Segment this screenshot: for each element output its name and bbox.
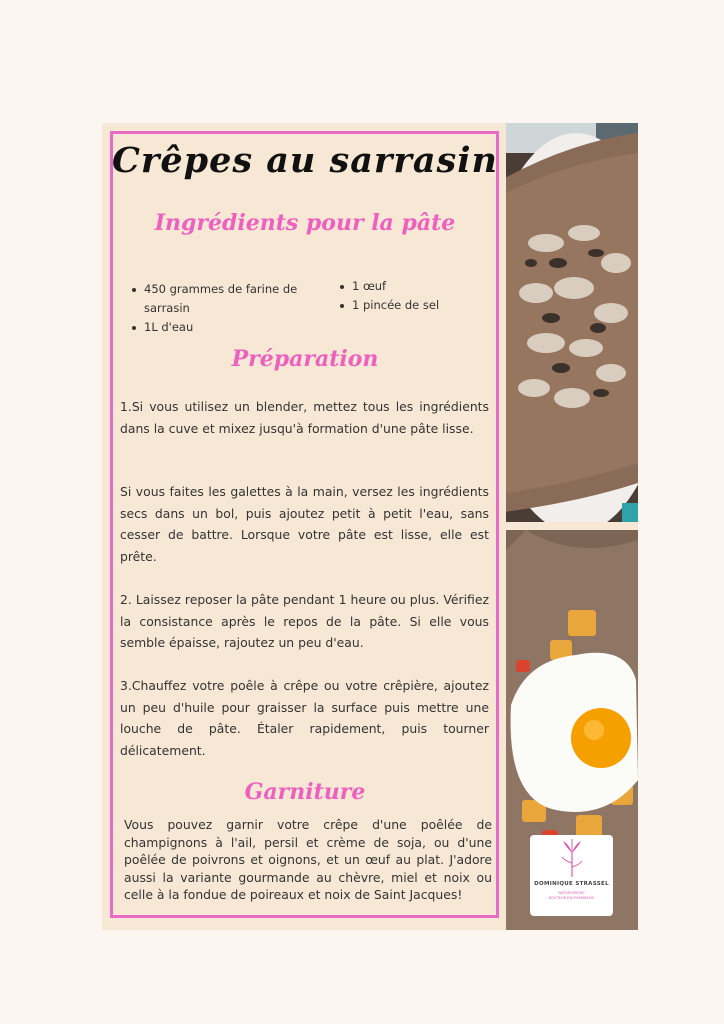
list-item: 1 pincée de sel [338,296,478,315]
list-item: 1 œuf [338,277,478,296]
mushroom-crepe-image [506,123,638,522]
preparation-step: 2. Laissez reposer la pâte pendant 1 heure ou plus. Vérifiez la consistance après le repos de la pâte. Si elle vous semble épaisse, rajoutez un peu d'eau. [120,592,489,650]
preparation-step: 3.Chauffez votre poêle à crêpe ou votre crêpière, ajoutez un peu d'huile pour graisser la surface puis mettre une louche de pâte. Étaler rapidement, puis tourner délicatement. [120,678,489,758]
preparation-step: Si vous faites les galettes à la main, versez les ingrédients secs dans un bol, puis ajoutez petit à petit l'eau, sans cesser de battre. Lorsque votre pâte est lisse, elle est prête. [120,484,489,564]
ingredients-list-right [338,277,478,315]
mushroom-crepe-photo [506,123,638,522]
ingredients-list-left [130,280,310,337]
list-item: 1L d'eau [130,318,310,337]
recipe-title: Crêpes au sarrasin [112,140,498,181]
logo-name: DOMINIQUE STRASSEL [534,881,609,887]
ingredients-heading: Ingrédients pour la pâte [154,210,456,236]
logo-tagline [530,891,613,901]
preparation-heading: Préparation [231,346,379,372]
brand-logo [530,835,613,916]
garniture-heading: Garniture [244,779,366,805]
logo-tagline-2: DOCTEUR EN PHARMACIE [548,896,595,900]
flower-icon [557,839,587,879]
logo-tagline-1: NATUROPATHE [558,891,585,895]
garniture-text: Vous pouvez garnir votre crêpe d'une poêlée de champignons à l'ail, persil et crème de soja, ou d'une poêlée de poivrons et oignons, et un œuf au plat. J'adore aussi la variante gourmande au chèvre, miel et noix ou celle à la fondue de poireaux et noix de Saint Jacques! [124,817,492,902]
list-item: 450 grammes de farine de sarrasin [130,280,310,318]
preparation-step: 1.Si vous utilisez un blender, mettez tous les ingrédients dans la cuve et mixez jusqu'à formation d'une pâte lisse. [120,399,489,436]
